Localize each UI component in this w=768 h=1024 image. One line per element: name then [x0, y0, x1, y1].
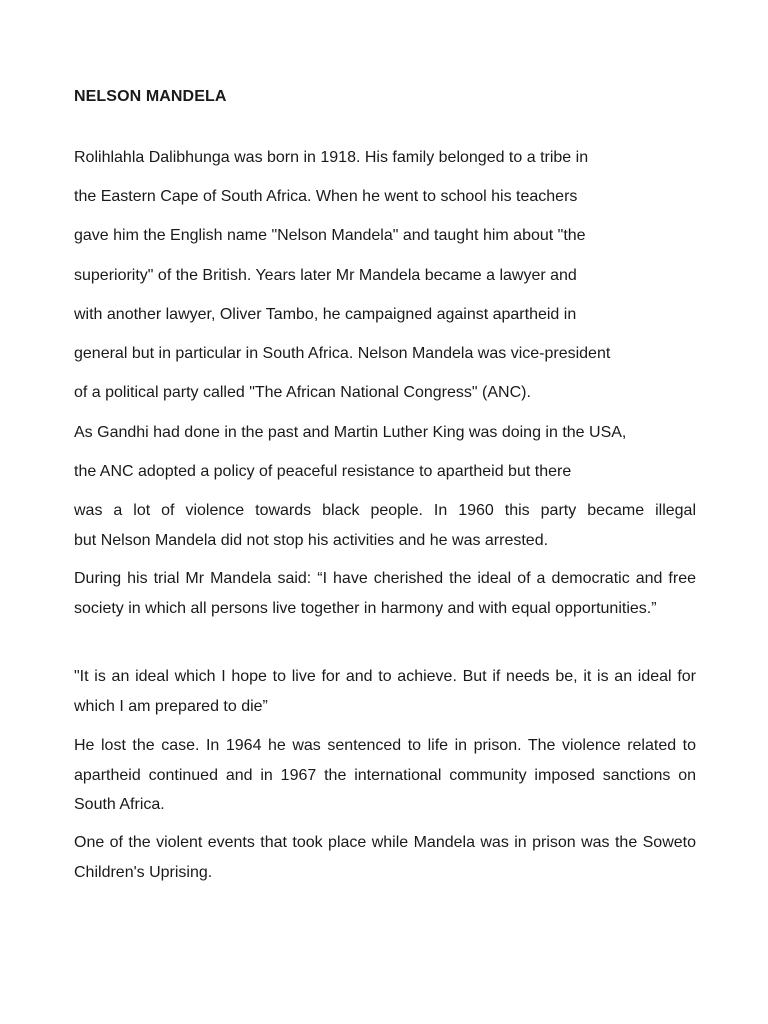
paragraph-ideal-quote: "It is an ideal which I hope to live for and to achieve. But if needs be, it is an ideal for which I am prepared to die”	[74, 668, 696, 715]
text-line: Rolihlahla Dalibhunga was born in 1918. His family belonged to a tribe in	[74, 149, 589, 166]
text-line: the ANC adopted a policy of peaceful resistance to apartheid but there	[74, 463, 572, 481]
text-line: gave him the English name "Nelson Mandela" and taught him about "the	[74, 227, 586, 245]
text-line: superiority" of the British. Years later Mr Mandela became a lawyer and	[74, 266, 577, 284]
document-title: NELSON MANDELA	[74, 88, 227, 105]
text-line: with another lawyer, Oliver Tambo, he campaigned against apartheid in	[74, 305, 577, 323]
paragraph-peaceful-resistance	[74, 421, 696, 499]
paragraph-soweto: One of the violent events that took place while Mandela was in prison was the Soweto Children's Uprising.	[74, 834, 696, 881]
text-line: was a lot of violence towards black people. In 1960 this party became illegal	[74, 502, 696, 519]
text-line: the Eastern Cape of South Africa. When he went to school his teachers	[74, 188, 578, 206]
document-page	[74, 0, 696, 1024]
text-line: of a political party called "The African National Congress" (ANC).	[74, 384, 531, 402]
text-line: general but in particular in South Africa. Nelson Mandela was vice-president	[74, 344, 611, 362]
paragraph-early-life	[74, 146, 696, 420]
paragraph-arrest	[74, 496, 696, 555]
text-line: but Nelson Mandela did not stop his activities and he was arrested.	[74, 531, 549, 549]
text-line: As Gandhi had done in the past and Martin Luther King was doing in the USA,	[74, 424, 627, 441]
paragraph-trial-quote: During his trial Mr Mandela said: “I have cherished the ideal of a democratic and free society in which all persons live together in harmony and with equal opportunities.”	[74, 570, 696, 617]
paragraph-sentence: He lost the case. In 1964 he was sentenced to life in prison. The violence related to apartheid continued and in 1967 the international community imposed sanctions on South Africa.	[74, 737, 696, 813]
